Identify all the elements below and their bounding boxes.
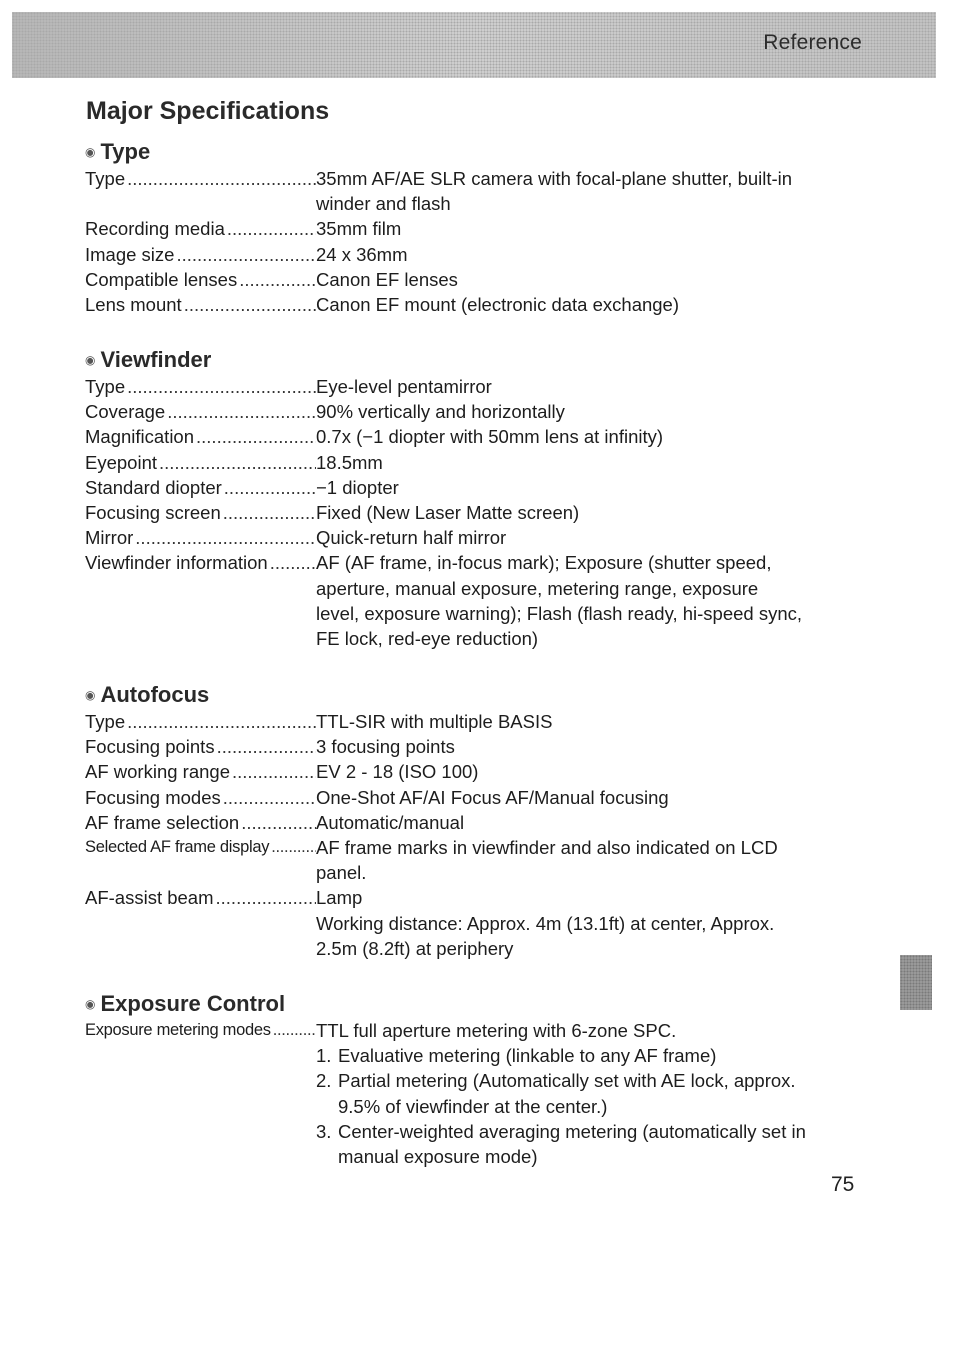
spec-value: AF (AF frame, in-focus mark); Exposure (shutter speed, aperture, manual exposure, metering range, exposure level, exposure warning); Flash (flash ready, hi-speed sync, FE lock, red-eye reduction) (316, 552, 803, 650)
bullet-icon: ◉ (85, 145, 96, 159)
spec-row (85, 885, 875, 961)
spec-value: Quick-return half mirror (316, 527, 507, 549)
spec-label: AF-assist beam (85, 887, 214, 909)
page-number: 75 (831, 1173, 855, 1196)
spec-value: TTL-SIR with multiple BASIS (316, 711, 553, 732)
spec-value: One-Shot AF/AI Focus AF/Manual focusing (316, 786, 669, 808)
spec-value: 90% vertically and horizontally (316, 401, 565, 423)
spec-row (85, 835, 875, 885)
section-type (85, 138, 875, 317)
spec-label: Type (85, 711, 126, 732)
dot-leader (224, 475, 316, 500)
spec-label: Compatible lenses (85, 268, 238, 290)
spec-label: Standard diopter (85, 476, 222, 498)
spec-label: Magnification (85, 426, 195, 448)
dot-leader (227, 216, 316, 241)
dot-leader (241, 810, 316, 835)
numbered-item: 2. Partial metering (Automatically set with AE lock, approx. 9.5% of viewfinder at the center.) (316, 1070, 796, 1117)
section-heading: ◉ Viewfinder (85, 347, 212, 372)
spec-label: Viewfinder information (85, 552, 268, 574)
spec-label: AF working range (85, 761, 230, 783)
spec-label: Eyepoint (85, 451, 157, 473)
section-autofocus (85, 681, 875, 961)
spec-row (85, 550, 875, 651)
spec-row (85, 166, 875, 216)
dot-leader (270, 550, 316, 651)
spec-row (85, 475, 875, 500)
spec-row (85, 759, 875, 784)
spec-label: Type (85, 376, 126, 397)
section-label: Reference (763, 31, 862, 54)
dot-leader (232, 759, 316, 784)
dot-leader (217, 734, 316, 759)
spec-value: 35mm film (316, 218, 402, 240)
spec-row (85, 242, 875, 267)
spec-value: 0.7x (−1 diopter with 50mm lens at infinity) (316, 426, 664, 448)
dot-leader (223, 785, 316, 810)
spec-label: Focusing modes (85, 786, 221, 808)
dot-leader (273, 1018, 316, 1169)
spec-row (85, 424, 875, 449)
spec-label: Recording media (85, 218, 225, 240)
dot-leader (176, 242, 316, 267)
page-title: Major Specifications (86, 97, 330, 125)
spec-value: Canon EF mount (electronic data exchange) (316, 294, 680, 316)
spec-row (85, 374, 875, 399)
bullet-icon: ◉ (85, 353, 96, 367)
spec-label: Mirror (85, 527, 134, 549)
section-heading: ◉ Type (85, 139, 151, 164)
dot-leader (196, 424, 316, 449)
dot-leader (127, 166, 316, 216)
spec-label: Exposure metering modes (85, 1021, 271, 1039)
spec-value: Automatic/manual (316, 811, 465, 833)
spec-value: Lamp Working distance: Approx. 4m (13.1ft) at center, Approx. 2.5m (8.2ft) at periphery (316, 887, 775, 959)
spec-row (85, 399, 875, 424)
section-viewfinder (85, 346, 875, 651)
spec-label: Lens mount (85, 294, 182, 316)
numbered-item: 1. Evaluative metering (linkable to any AF frame) (316, 1045, 717, 1067)
dot-leader (167, 399, 316, 424)
section-exposure-control (85, 990, 875, 1169)
spec-value: 18.5mm (316, 451, 383, 473)
spec-value: Canon EF lenses (316, 268, 458, 290)
spec-label: Focusing screen (85, 502, 221, 524)
spec-label: Selected AF frame display (85, 838, 270, 857)
spec-row (85, 216, 875, 241)
numbered-item: 3. Center-weighted averaging metering (automatically set in manual exposure mode) (316, 1120, 806, 1168)
dot-leader (127, 374, 316, 399)
spec-value: Fixed (New Laser Matte screen) (316, 502, 580, 524)
spec-row (85, 1018, 875, 1169)
spec-value: 3 focusing points (316, 736, 455, 758)
spec-row (85, 292, 875, 317)
spec-value: EV 2 - 18 (ISO 100) (316, 761, 479, 783)
spec-row (85, 525, 875, 550)
spec-row (85, 500, 875, 525)
spec-value: TTL full aperture metering with 6-zone SPC. 1. Evaluative metering (linkable to any AF frame) 2. Partial metering (Automatically set with AE lock, approx. 9.5% of viewfinder at the center.) 3. Center-weighted averaging metering (automatically set in manual exposure mode) (316, 1018, 875, 1169)
dot-leader (271, 835, 316, 885)
spec-value: AF frame marks in viewfinder and also indicated on LCD panel. (316, 837, 778, 884)
bullet-icon: ◉ (85, 997, 96, 1011)
spec-row (85, 734, 875, 759)
dot-leader (135, 525, 316, 550)
spec-row (85, 785, 875, 810)
dot-leader (184, 292, 316, 317)
spec-row (85, 810, 875, 835)
section-heading: ◉ Exposure Control (85, 991, 286, 1016)
spec-value: −1 diopter (316, 476, 399, 498)
spec-label: Focusing points (85, 736, 215, 758)
dot-leader (239, 267, 316, 292)
spec-label: Coverage (85, 401, 166, 423)
spec-value: 35mm AF/AE SLR camera with focal-plane shutter, built-in winder and flash (316, 168, 793, 215)
spec-label: AF frame selection (85, 811, 240, 833)
dot-leader (159, 450, 316, 475)
spec-label: Type (85, 168, 126, 189)
dot-leader (127, 709, 316, 734)
spec-row (85, 267, 875, 292)
side-tab (900, 955, 932, 1010)
spec-label: Image size (85, 243, 175, 265)
bullet-icon: ◉ (85, 688, 96, 702)
header-band (12, 12, 936, 78)
spec-row (85, 709, 875, 734)
spec-value: Eye-level pentamirror (316, 376, 492, 397)
spec-row (85, 450, 875, 475)
spec-value: 24 x 36mm (316, 243, 408, 265)
dot-leader (216, 885, 316, 961)
dot-leader (223, 500, 316, 525)
section-heading: ◉ Autofocus (85, 682, 210, 707)
